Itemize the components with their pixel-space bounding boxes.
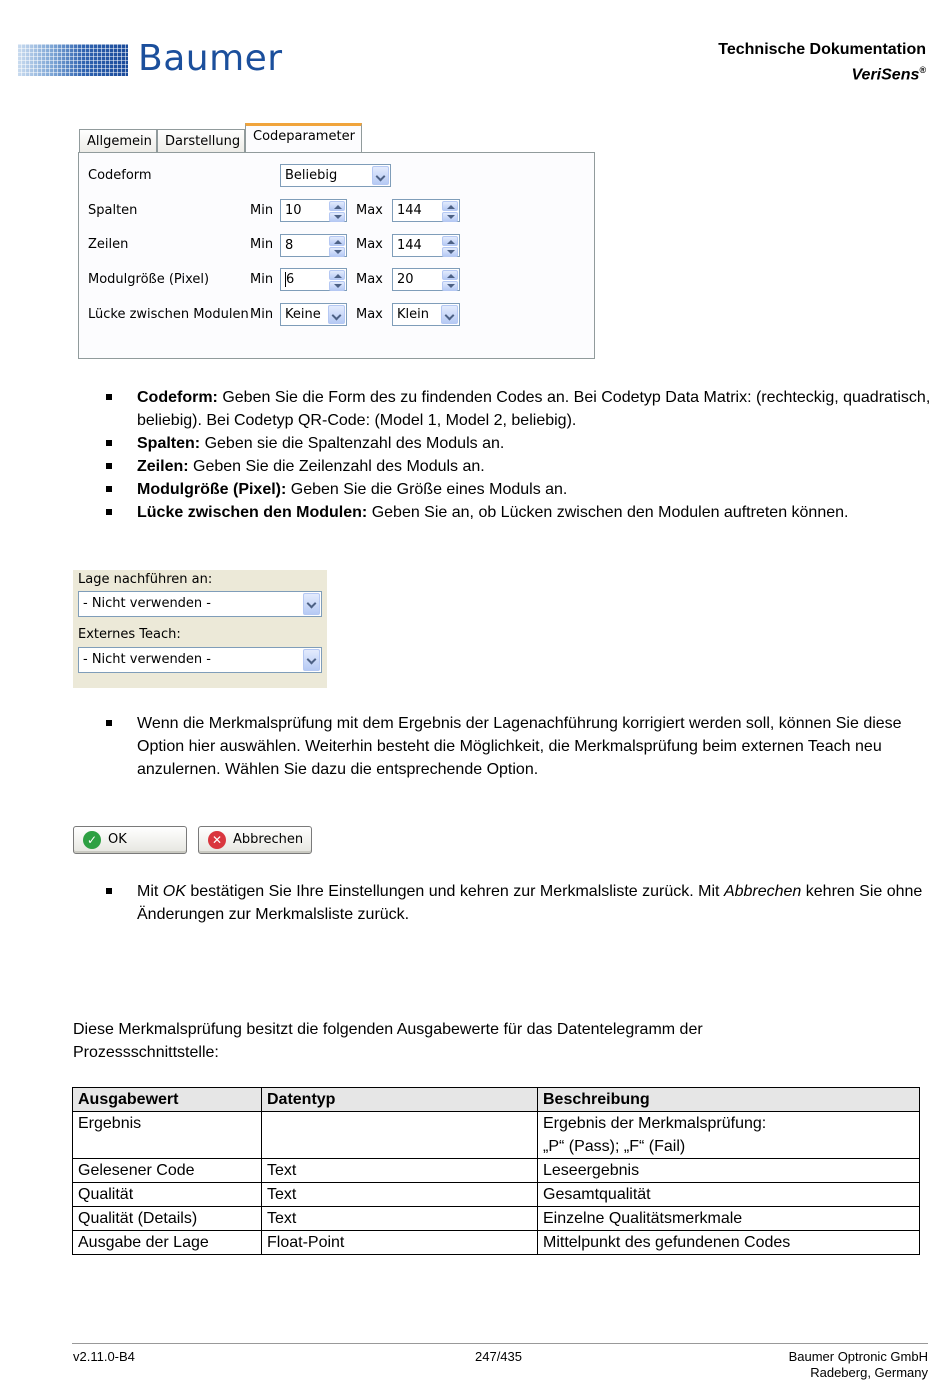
spin-up-icon[interactable] xyxy=(329,201,345,211)
table-row: Gelesener Code Text Leseergebnis xyxy=(73,1159,920,1183)
chevron-down-icon[interactable] xyxy=(303,649,320,671)
check-icon: ✓ xyxy=(83,831,101,849)
modulgroesse-min-stepper[interactable]: 6 xyxy=(280,268,347,291)
luecke-min-select[interactable]: Keine xyxy=(280,303,347,326)
spalten-min-label: Min xyxy=(250,203,274,218)
list-item: Lücke zwischen den Modulen: Geben Sie an, ob Lücken zwischen den Modulen auftreten können. xyxy=(106,501,936,524)
spalten-min-stepper[interactable]: 10 xyxy=(280,199,347,222)
output-values-table xyxy=(72,1087,920,1255)
tab-allgemein[interactable]: Allgemein xyxy=(79,129,157,153)
parameter-descriptions xyxy=(106,386,936,524)
spin-up-icon[interactable] xyxy=(442,201,458,211)
luecke-max-label: Max xyxy=(356,307,383,322)
baumer-logo xyxy=(18,38,283,82)
spin-buttons[interactable] xyxy=(329,236,345,255)
spin-up-icon[interactable] xyxy=(329,270,345,280)
codeform-select[interactable]: Beliebig xyxy=(280,164,391,187)
codeform-label: Codeform xyxy=(88,168,152,183)
tab-darstellung[interactable]: Darstellung xyxy=(157,129,245,153)
table-row: Qualität Text Gesamtqualität xyxy=(73,1183,920,1207)
modulgroesse-min-label: Min xyxy=(250,272,274,287)
close-icon: ✕ xyxy=(208,831,226,849)
list-item: Spalten: Geben sie die Spaltenzahl des Moduls an. xyxy=(106,432,936,455)
spin-buttons[interactable] xyxy=(442,201,458,220)
footer-company: Baumer Optronic GmbH Radeberg, Germany xyxy=(788,1349,928,1380)
teach-select[interactable]: - Nicht verwenden - xyxy=(78,647,322,673)
luecke-label: Lücke zwischen Modulen xyxy=(88,307,249,322)
luecke-max-select[interactable]: Klein xyxy=(392,303,460,326)
tracking-panel xyxy=(73,570,327,688)
product-name: VeriSens® xyxy=(851,65,926,84)
zeilen-min-stepper[interactable]: 8 xyxy=(280,234,347,257)
list-item: Modulgröße (Pixel): Geben Sie die Größe eines Moduls an. xyxy=(106,478,936,501)
chevron-down-icon[interactable] xyxy=(441,305,458,324)
chevron-down-icon[interactable] xyxy=(328,305,345,324)
modulgroesse-max-stepper[interactable]: 20 xyxy=(392,268,460,291)
spalten-max-stepper[interactable]: 144 xyxy=(392,199,460,222)
spin-up-icon[interactable] xyxy=(442,236,458,246)
doc-title: Technische Dokumentation xyxy=(718,41,926,58)
spin-down-icon[interactable] xyxy=(442,247,458,257)
table-header-row xyxy=(73,1088,920,1112)
spin-down-icon[interactable] xyxy=(329,212,345,222)
list-item: Wenn die Merkmalsprüfung mit dem Ergebnis der Lagenachführung korrigiert werden soll, können Sie diese Option hier auswählen. Weiterhin besteht die Möglichkeit, die Merkmalsprüfung beim externen Teach neu anzulernen. Wählen Sie dazu die entsprechende Option. xyxy=(106,712,936,781)
zeilen-max-label: Max xyxy=(356,237,383,252)
ok-button[interactable]: ✓ OK xyxy=(73,826,187,854)
modulgroesse-max-label: Max xyxy=(356,272,383,287)
spin-down-icon[interactable] xyxy=(442,212,458,222)
spin-buttons[interactable] xyxy=(329,201,345,220)
modulgroesse-label: Modulgröße (Pixel) xyxy=(88,272,210,287)
footer-page-number: 247/435 xyxy=(475,1349,522,1364)
teach-label: Externes Teach: xyxy=(78,627,181,642)
footer-version: v2.11.0-B4 xyxy=(73,1349,135,1364)
spin-buttons[interactable] xyxy=(442,270,458,289)
list-item: Codeform: Geben Sie die Form des zu findenden Codes an. Bei Codetyp Data Matrix: (rechteckig, quadratisch, beliebig). Bei Codetyp QR-Code: (Model 1, Model 2, beliebig). xyxy=(106,386,936,432)
table-row: Ergebnis Ergebnis der Merkmalsprüfung: „P“ (Pass); „F“ (Fail) xyxy=(73,1112,920,1159)
spalten-max-label: Max xyxy=(356,203,383,218)
spin-down-icon[interactable] xyxy=(329,281,345,291)
lage-select[interactable]: - Nicht verwenden - xyxy=(78,591,322,617)
column-header: Ausgabewert xyxy=(73,1088,262,1112)
spin-down-icon[interactable] xyxy=(442,281,458,291)
chevron-down-icon[interactable] xyxy=(303,593,320,615)
column-header: Beschreibung xyxy=(538,1088,920,1112)
list-item: Zeilen: Geben Sie die Zeilenzahl des Moduls an. xyxy=(106,455,936,478)
tab-codeparameter[interactable]: Codeparameter xyxy=(245,123,362,153)
zeilen-label: Zeilen xyxy=(88,237,129,252)
footer-divider xyxy=(72,1343,928,1344)
column-header: Datentyp xyxy=(262,1088,538,1112)
spin-buttons[interactable] xyxy=(442,236,458,255)
chevron-down-icon[interactable] xyxy=(372,166,389,185)
list-item: Mit OK bestätigen Sie Ihre Einstellungen und kehren zur Merkmalsliste zurück. Mit Abbrechen kehren Sie ohne Änderungen zur Merkmalsliste zurück. xyxy=(106,880,936,926)
table-row: Ausgabe der Lage Float-Point Mittelpunkt des gefundenen Codes xyxy=(73,1231,920,1255)
cancel-button[interactable]: ✕ Abbrechen xyxy=(198,826,312,854)
output-intro: Diese Merkmalsprüfung besitzt die folgenden Ausgabewerte für das Datentelegramm der Prozessschnittstelle: xyxy=(73,1021,703,1061)
spin-up-icon[interactable] xyxy=(329,236,345,246)
zeilen-min-label: Min xyxy=(250,237,274,252)
document-header xyxy=(718,40,926,85)
logo-mark-icon xyxy=(18,44,128,76)
zeilen-max-stepper[interactable]: 144 xyxy=(392,234,460,257)
spalten-label: Spalten xyxy=(88,203,138,218)
spin-buttons[interactable] xyxy=(329,270,345,289)
tracking-description xyxy=(106,712,936,781)
button-description xyxy=(106,880,936,926)
lage-label: Lage nachführen an: xyxy=(78,572,213,587)
luecke-min-label: Min xyxy=(250,307,274,322)
logo-text: Baumer xyxy=(138,38,283,79)
spin-up-icon[interactable] xyxy=(442,270,458,280)
spin-down-icon[interactable] xyxy=(329,247,345,257)
table-row: Qualität (Details) Text Einzelne Qualitätsmerkmale xyxy=(73,1207,920,1231)
